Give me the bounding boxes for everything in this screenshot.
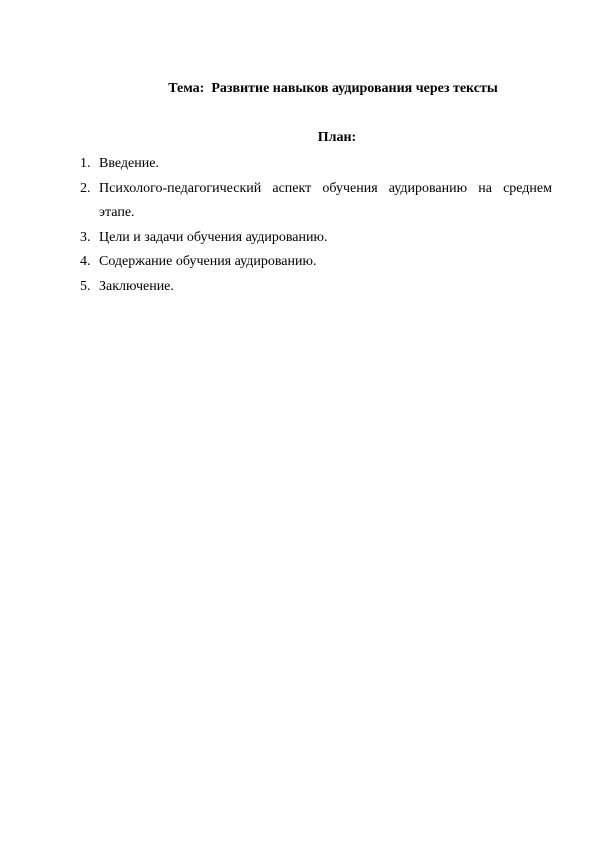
document-title: Тема: Развитие навыков аудирования через тексты	[168, 81, 498, 96]
list-item	[80, 275, 552, 300]
list-item-text: Заключение.	[99, 278, 174, 294]
plan-heading: План:	[317, 130, 357, 145]
list-item-number: 3.	[80, 229, 91, 245]
list-item-text: Психолого-педагогический аспект обучения аудированию на среднем этапе.	[99, 180, 552, 220]
list-item	[80, 250, 552, 275]
list-item-text: Введение.	[99, 156, 159, 171]
list-item-text: Цели и задачи обучения аудированию.	[99, 229, 328, 245]
list-item	[80, 177, 552, 226]
list-item-number: 5.	[80, 278, 91, 294]
list-item-number: 4.	[80, 254, 91, 269]
list-item-number: 2.	[80, 180, 91, 196]
plan-list	[80, 152, 552, 299]
list-item-number: 1.	[80, 156, 91, 171]
list-item-text: Содержание обучения аудированию.	[99, 254, 317, 269]
list-item	[80, 152, 552, 177]
list-item	[80, 226, 552, 251]
